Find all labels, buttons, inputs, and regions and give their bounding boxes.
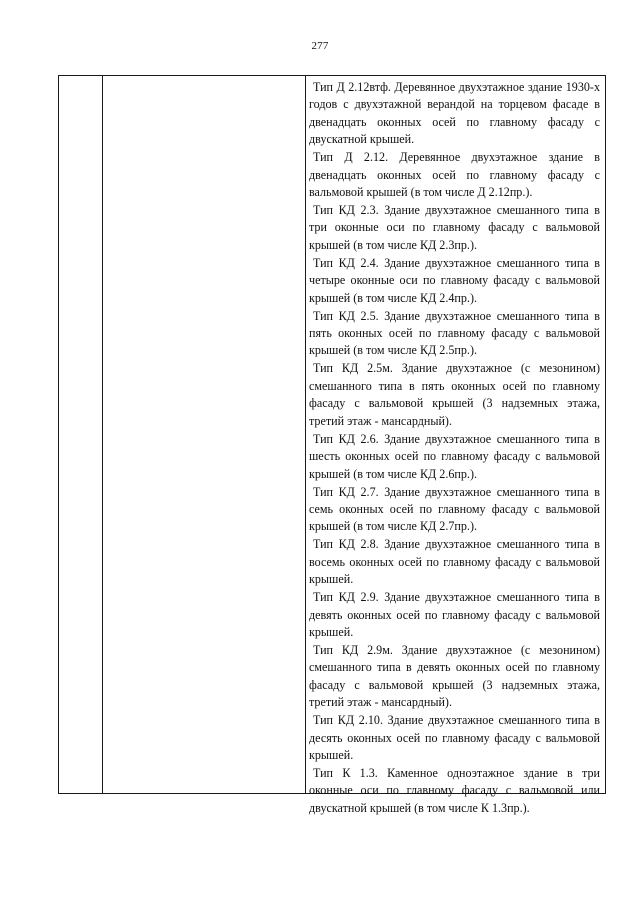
building-type-entry: Тип КД 2.4. Здание двухэтажное смешанного типа в четыре оконные оси по главному фасаду с вальмовой крышей (в том числе КД 2.4пр.). — [309, 255, 600, 305]
building-type-entry: Тип КД 2.9м. Здание двухэтажное (с мезонином) смешанного типа в девять оконных осей по главному фасаду с вальмовой крышей (3 надземных этажа, третий этаж - мансардный). — [309, 642, 600, 710]
building-type-entry: Тип КД 2.5. Здание двухэтажное смешанного типа в пять оконных осей по главному фасаду с вальмовой крышей (в том числе КД 2.5пр.). — [309, 308, 600, 358]
building-type-entry: Тип Д 2.12. Деревянное двухэтажное здание в двенадцать оконных осей по главному фасаду с вальмовой крышей (в том числе Д 2.12пр.). — [309, 150, 600, 200]
building-type-entry: Тип КД 2.8. Здание двухэтажное смешанного типа в восемь оконных осей по главному фасаду с вальмовой крышей. — [309, 537, 600, 587]
building-types-table — [58, 75, 606, 815]
building-type-entry: Тип КД 2.3. Здание двухэтажное смешанного типа в три оконные оси по главному фасаду с вальмовой крышей (в том числе КД 2.3пр.). — [309, 203, 600, 252]
building-type-entry: Тип КД 2.6. Здание двухэтажное смешанного типа в шесть оконных осей по главному фасаду с вальмовой крышей (в том числе КД 2.6пр.). — [309, 431, 600, 481]
building-type-entry: Тип КД 2.10. Здание двухэтажное смешанного типа в десять оконных осей по главному фасаду с вальмовой крышей. — [309, 713, 600, 762]
description-cell — [309, 79, 600, 818]
column-divider-2 — [305, 76, 306, 793]
building-type-entry: Тип КД 2.5м. Здание двухэтажное (с мезонином) смешанного типа в пять оконных осей по главному фасаду с вальмовой крышей (3 надземных этажа, третий этаж - мансардный). — [309, 361, 600, 428]
building-type-entry: Тип К 1.3. Каменное одноэтажное здание в три оконные оси по главному фасаду с вальмовой или двускатной крышей (в том числе К 1.3пр.). — [309, 765, 600, 815]
column-divider-1 — [102, 76, 103, 793]
page-number: 277 — [311, 40, 329, 52]
building-type-entry: Тип КД 2.7. Здание двухэтажное смешанного типа в семь оконных осей по главному фасаду с вальмовой крышей (в том числе КД 2.7пр.). — [309, 484, 600, 534]
building-type-entry: Тип Д 2.12втф. Деревянное двухэтажное здание 1930-х годов с двухэтажной верандой на торцевом фасаде в двенадцать оконных осей по главному фасаду с двускатной крышей. — [309, 80, 600, 147]
building-type-entry: Тип КД 2.9. Здание двухэтажное смешанного типа в девять оконных осей по главному фасаду с вальмовой крышей. — [309, 590, 600, 639]
